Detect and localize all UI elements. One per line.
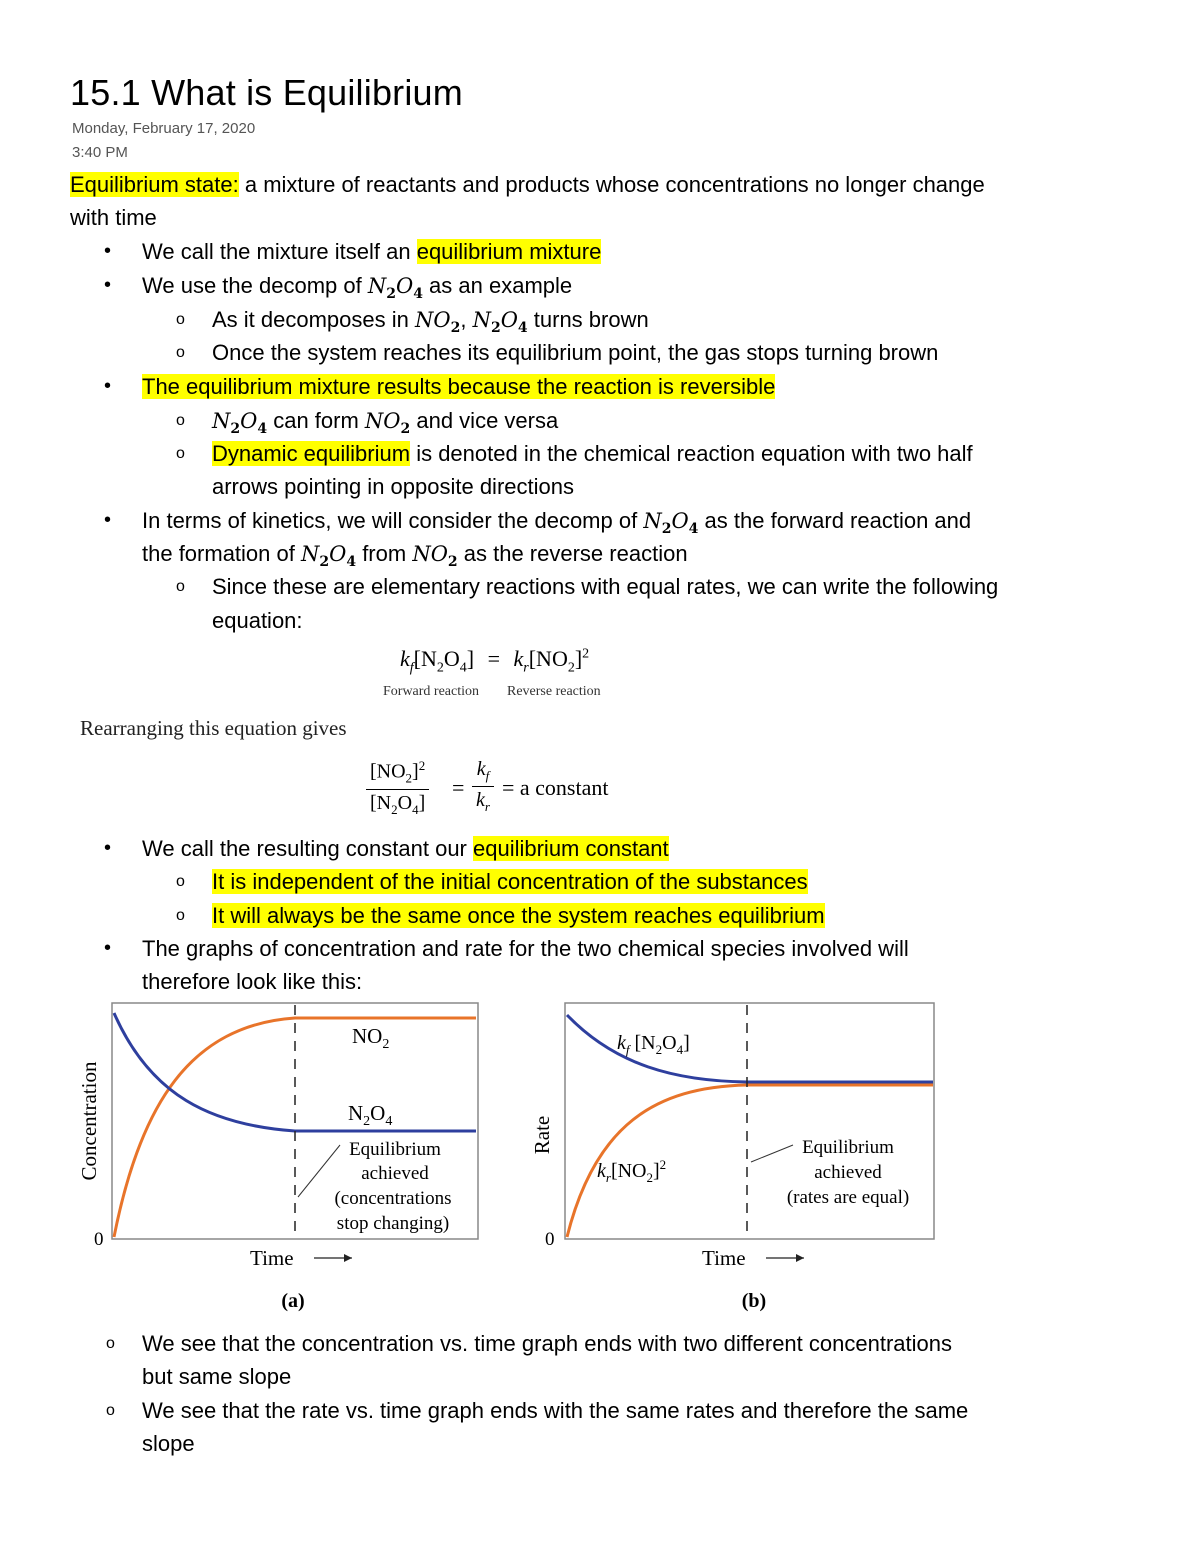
bullet-2b: Once the system reaches its equilibrium point, the gas stops turning brown — [212, 340, 939, 365]
page-title: 15.1 What is Equilibrium — [70, 72, 463, 113]
no2-label: $NO_2$ — [352, 1024, 390, 1052]
equals-a-constant: = a constant — [502, 775, 609, 800]
annotation-line-3: (rates are equal) — [786, 1187, 910, 1208]
text: We call the resulting constant our — [142, 836, 473, 861]
formula-no2: $NO_2$ — [364, 409, 411, 438]
bullet-disc: • — [104, 375, 112, 397]
bullet-3 — [142, 370, 775, 403]
bullet-4a-line2: equation: — [212, 608, 303, 633]
annotation-line-2: achieved — [814, 1162, 882, 1183]
text: as the forward reaction and — [698, 508, 972, 533]
definition-text: a mixture of reactants and products whose concentrations no longer change — [238, 172, 985, 197]
bullet-1 — [142, 235, 601, 268]
highlighted-term: equilibrium constant — [473, 836, 669, 861]
annotation-line-2: achieved — [361, 1163, 429, 1184]
bullet-3b-line2: arrows pointing in opposite directions — [212, 474, 574, 499]
formula-n2o4: $N_2O_4$ — [300, 542, 357, 571]
y-axis-label: Concentration — [77, 1061, 101, 1181]
text: We call the mixture itself an — [142, 239, 417, 264]
bullet-circle: o — [176, 412, 185, 429]
rate-equality-equation: $k_f[N_2O_4] = k_r[NO_2]^2$ — [400, 646, 590, 676]
text: We use the decomp of — [142, 273, 368, 298]
origin-zero: 0 — [545, 1229, 555, 1250]
bullet-circle: o — [176, 907, 185, 924]
formula-n2o4: $N_2O_4$ — [643, 509, 699, 538]
bullet-disc: • — [104, 937, 112, 959]
bullet-6: The graphs of concentration and rate for the two chemical species involved will — [142, 936, 909, 961]
concentration-ratio-fraction: $\frac{[NO_2]^2}{[N_2O_4]}$ — [366, 758, 429, 818]
bullet-6-line2: therefore look like this: — [142, 969, 363, 994]
reverse-rate-label: $k_r[NO_2]^2$ — [597, 1157, 667, 1185]
forward-reaction-caption: Forward reaction — [383, 684, 480, 699]
equals-sign: = — [452, 775, 465, 800]
text: turns brown — [527, 307, 649, 332]
text: is denoted in the chemical reaction equation with two half — [410, 441, 973, 466]
text: and vice versa — [410, 408, 559, 433]
bullet-circle: o — [176, 311, 185, 328]
highlighted-term: The equilibrium mixture results because the reaction is reversible — [142, 374, 776, 399]
n2o4-label: $N_2O_4$ — [348, 1101, 393, 1129]
page-date: Monday, February 17, 2020 — [72, 120, 256, 137]
bullet-4a: Since these are elementary reactions with equal rates, we can write the following — [212, 574, 999, 599]
bullet-disc: • — [104, 274, 112, 296]
text: can form — [267, 408, 365, 433]
bullet-5b — [212, 899, 825, 932]
bullet-disc: • — [104, 509, 112, 531]
forward-rate-label: $k_f$ $[N_2O_4]$ — [617, 1032, 690, 1057]
bullet-disc: • — [104, 240, 112, 262]
figure-caption: (b) — [741, 1290, 767, 1312]
x-axis-label: Time — [250, 1246, 294, 1270]
rate-graph — [525, 995, 945, 1315]
annotation-line-3: (concentrations — [334, 1188, 452, 1209]
conclusion-2: We see that the rate vs. time graph ends with the same rates and therefore the same — [142, 1398, 969, 1423]
rearranging-text: Rearranging this equation gives — [80, 716, 347, 740]
bullet-circle: o — [176, 873, 185, 890]
conclusion-1: We see that the concentration vs. time graph ends with two different concentrations — [142, 1331, 952, 1356]
x-axis-label: Time — [702, 1246, 746, 1270]
bullet-circle: o — [176, 578, 185, 595]
definition-line-2: with time — [70, 205, 157, 230]
bullet-circle: o — [106, 1335, 115, 1352]
text: as an example — [422, 273, 573, 298]
bullet-circle: o — [176, 344, 185, 361]
bullet-3b — [212, 437, 973, 470]
bullet-circle: o — [176, 445, 185, 462]
text: as the reverse reaction — [457, 541, 688, 566]
highlighted-term: It will always be the same once the system reaches equilibrium — [212, 903, 825, 928]
highlighted-term: equilibrium mixture — [416, 239, 602, 264]
page-time: 3:40 PM — [72, 144, 128, 161]
bullet-5 — [142, 832, 669, 865]
bullet-disc: • — [104, 837, 112, 859]
highlighted-term: Equilibrium state: — [70, 172, 239, 197]
formula-no2: $NO_2$ — [412, 542, 458, 571]
origin-zero: 0 — [94, 1229, 104, 1250]
annotation-line-4: stop changing) — [336, 1213, 450, 1234]
text: As it decomposes in — [212, 307, 415, 332]
conclusion-2-line2: slope — [142, 1431, 195, 1456]
formula-n2o4: $N_2O_4$ — [472, 308, 528, 337]
annotation-line-1: Equilibrium — [802, 1137, 894, 1158]
text: from — [356, 541, 413, 566]
conclusion-1-line2: but same slope — [142, 1364, 292, 1389]
y-axis-label: Rate — [530, 1115, 554, 1155]
text: , — [460, 307, 473, 332]
reverse-reaction-caption: Reverse reaction — [507, 684, 601, 699]
annotation-line-1: Equilibrium — [349, 1139, 441, 1160]
text: the formation of — [142, 541, 301, 566]
bullet-circle: o — [106, 1402, 115, 1419]
formula-n2o4: $N_2O_4$ — [367, 274, 423, 303]
concentration-graph — [70, 995, 490, 1315]
formula-n2o4: $N_2O_4$ — [212, 409, 268, 438]
time-arrow-head — [344, 1254, 352, 1262]
rate-constant-fraction: $\frac{k_f}{k_r}$ — [472, 758, 494, 815]
figure-caption: (a) — [281, 1290, 305, 1312]
annotation-leader — [751, 1145, 793, 1162]
definition-line — [70, 168, 985, 201]
formula-no2: $NO_2$ — [414, 308, 461, 337]
bullet-5a — [212, 865, 808, 898]
text: In terms of kinetics, we will consider the decomp of — [142, 508, 644, 533]
highlighted-term: It is independent of the initial concentration of the substances — [212, 869, 808, 894]
time-arrow-head — [796, 1254, 804, 1262]
highlighted-term: Dynamic equilibrium — [212, 441, 411, 466]
